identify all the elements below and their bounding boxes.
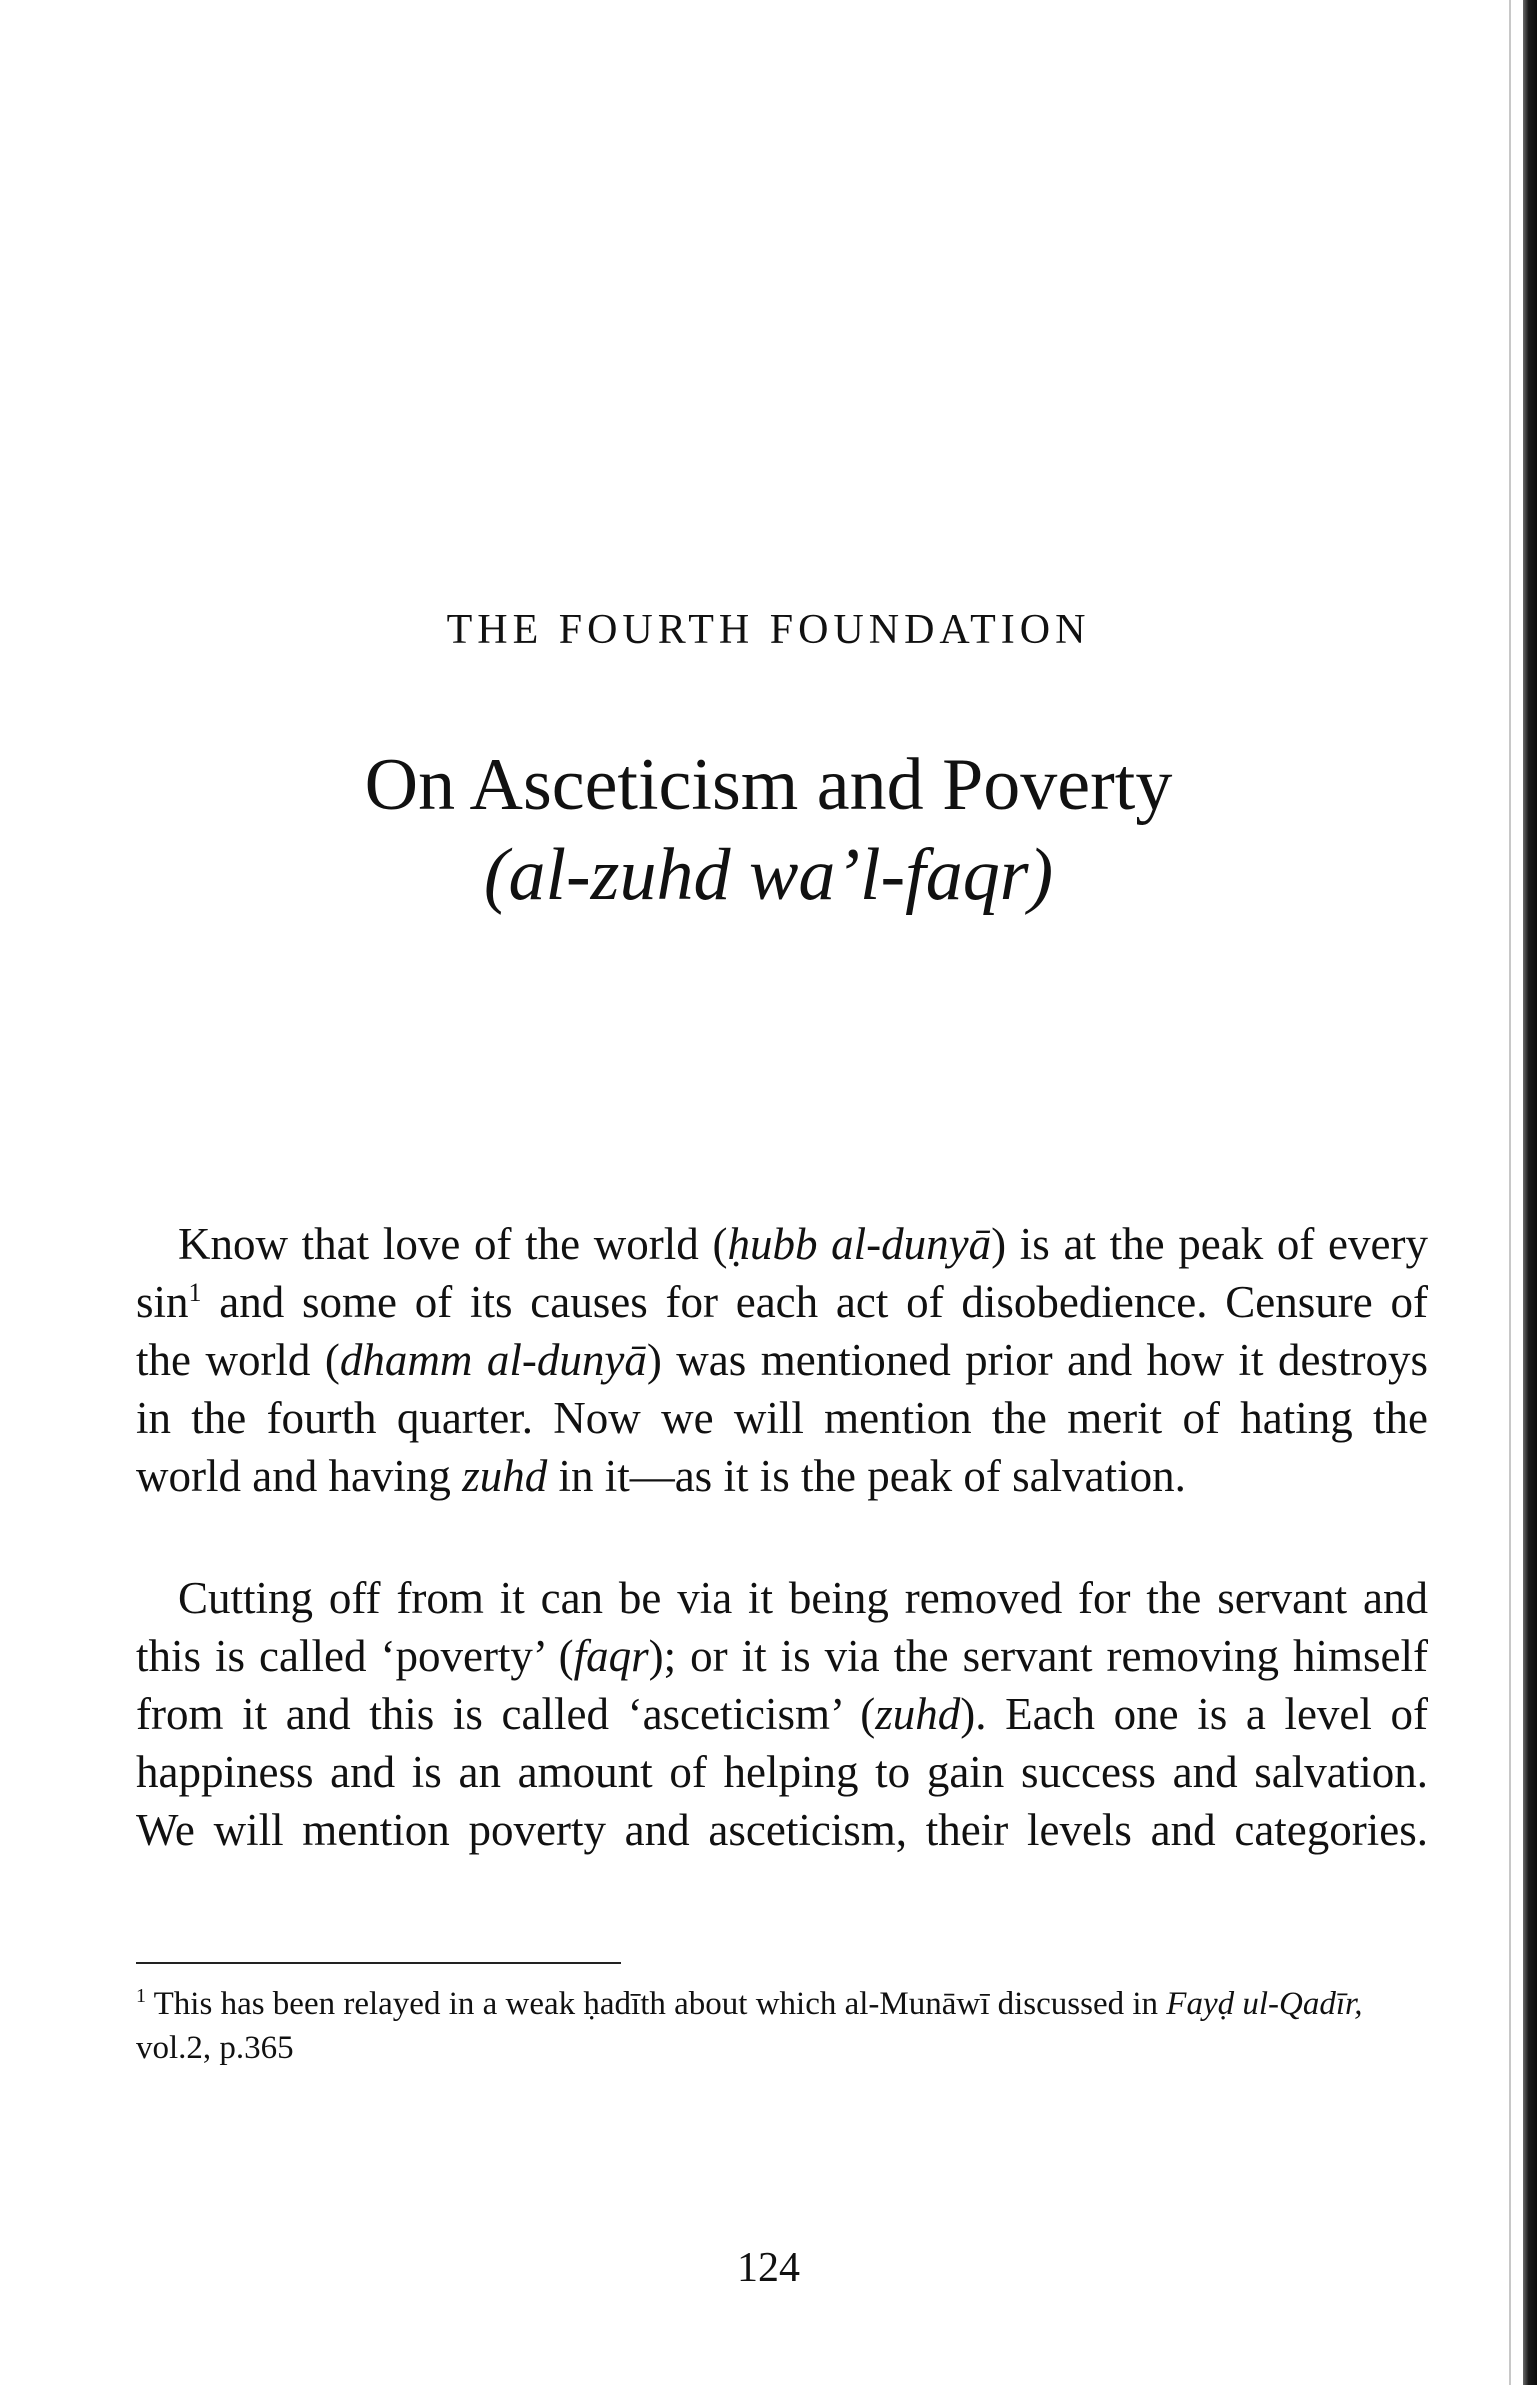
paragraph-2-line-3 bbox=[136, 1685, 1428, 1743]
footnote-marker: 1 bbox=[136, 1985, 146, 2007]
paragraph-1-line-5 bbox=[136, 1447, 1428, 1505]
text-run: This has been relayed in a weak ḥadīth about which al-Munāwī discussed in bbox=[146, 1986, 1167, 2022]
text-run: in it—as it is the peak of salvation. bbox=[547, 1451, 1186, 1501]
page-number: 124 bbox=[737, 2245, 800, 2291]
footnote-reference[interactable]: 1 bbox=[188, 1278, 202, 1307]
paragraph-2-line-5: We will mention poverty and asceticism, their levels and categories. bbox=[136, 1805, 1428, 1855]
footnote-line-2: vol.2, p.365 bbox=[136, 2030, 294, 2066]
chapter-title: On Asceticism and Poverty bbox=[364, 744, 1173, 826]
text-run: and some of its causes for each act of disobedience. Censure of bbox=[201, 1277, 1428, 1327]
chapter-subtitle: (al-zuhd wa’l-faqr) bbox=[483, 834, 1054, 916]
book-title: Fayḍ ul-Qadīr, bbox=[1166, 1986, 1363, 2022]
footnote-divider bbox=[136, 1962, 621, 1964]
paragraph-1 bbox=[136, 1215, 1428, 1505]
text-run: ) was mentioned prior and how it destroys bbox=[646, 1335, 1428, 1385]
transliteration: zuhd bbox=[462, 1451, 548, 1501]
text-run: this is called ‘poverty’ ( bbox=[136, 1631, 574, 1681]
transliteration: ḥubb al-dunyā bbox=[727, 1219, 992, 1269]
paragraph-2-line-4: happiness and is an amount of helping to gain success and salvation. bbox=[136, 1747, 1428, 1797]
transliteration: zuhd bbox=[875, 1689, 961, 1739]
paragraph-1-line-2 bbox=[136, 1273, 1428, 1331]
text-run: from it and this is called ‘asceticism’ ( bbox=[136, 1689, 876, 1739]
text-run: ). Each one is a level of bbox=[960, 1689, 1428, 1739]
text-run: Know that love of the world ( bbox=[178, 1219, 728, 1269]
paragraph-1-line-4: in the fourth quarter. Now we will mention the merit of hating the bbox=[136, 1393, 1428, 1443]
page-edge-line bbox=[1509, 0, 1511, 2385]
paragraph-1-line-3 bbox=[136, 1331, 1428, 1389]
text-run: ); or it is via the servant removing himself bbox=[648, 1631, 1428, 1681]
transliteration: dhamm al-dunyā bbox=[339, 1335, 647, 1385]
paragraph-2-line-2 bbox=[136, 1627, 1428, 1685]
footnote bbox=[136, 1982, 1430, 2070]
paragraph-1-line-1 bbox=[136, 1215, 1428, 1273]
paragraph-2-line-1: Cutting off from it can be via it being removed for the servant and bbox=[178, 1573, 1428, 1623]
paragraph-2 bbox=[136, 1569, 1428, 1859]
text-run: sin bbox=[136, 1277, 189, 1327]
page-edge-shadow bbox=[1523, 0, 1537, 2385]
text-run: the world ( bbox=[136, 1335, 340, 1385]
text-run: world and having bbox=[136, 1451, 463, 1501]
section-kicker: THE FOURTH FOUNDATION bbox=[446, 607, 1091, 653]
transliteration: faqr bbox=[573, 1631, 649, 1681]
text-run: ) is at the peak of every bbox=[991, 1219, 1428, 1269]
footnote-line-1 bbox=[136, 1982, 1430, 2026]
